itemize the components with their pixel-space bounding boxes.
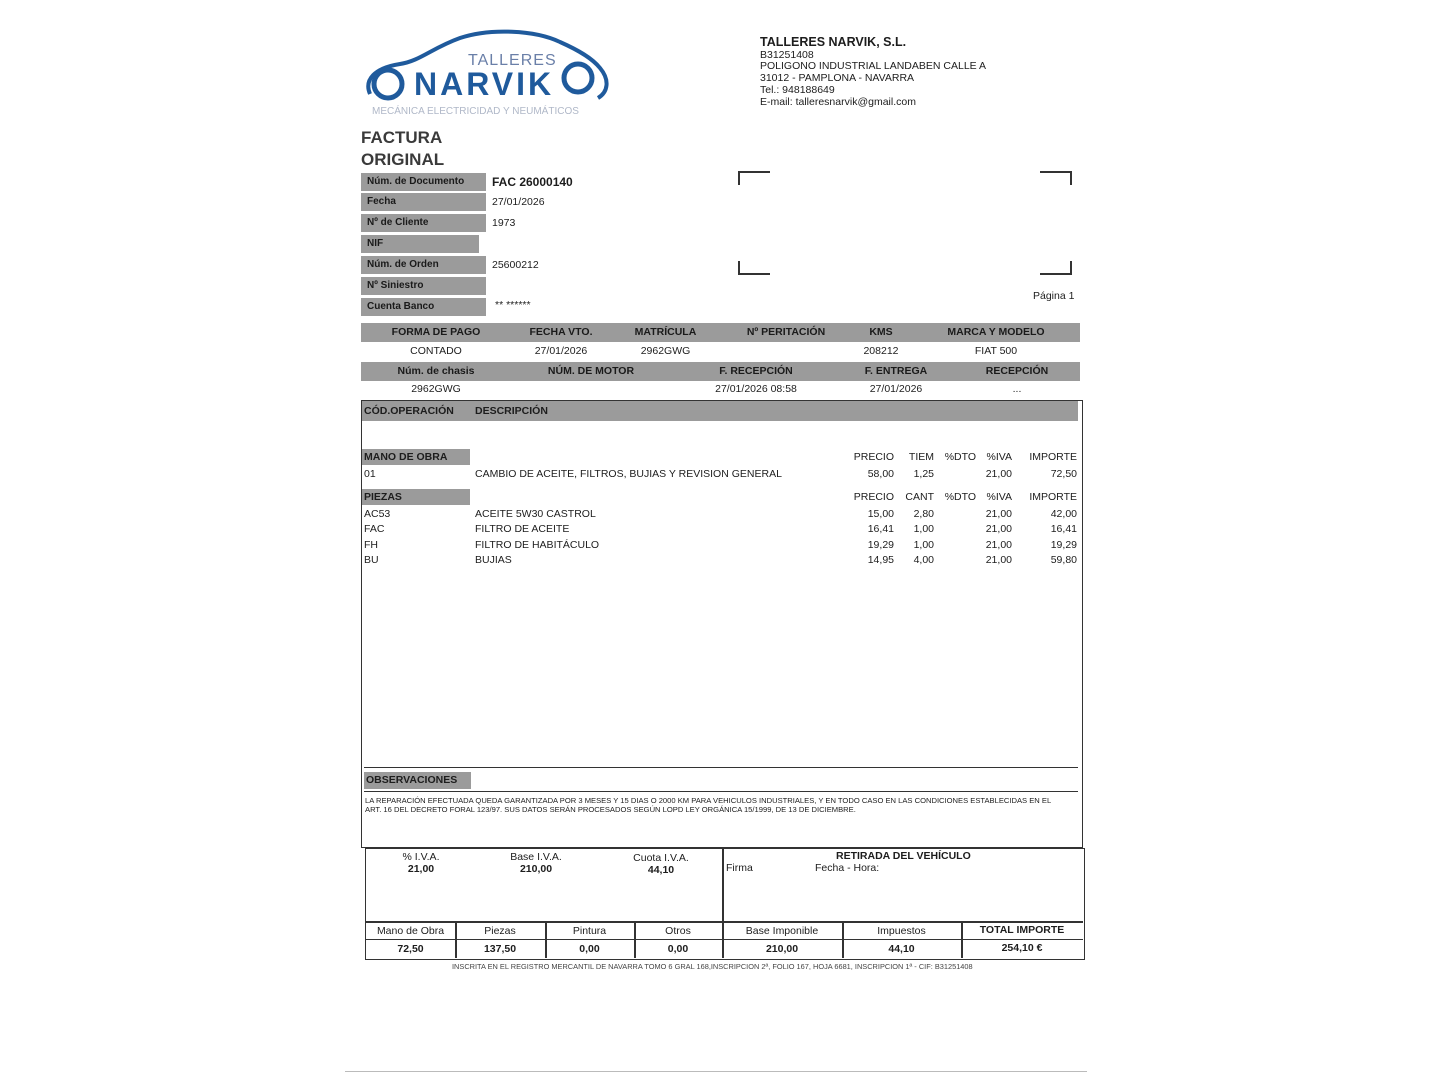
parts-row-price: 19,29 — [867, 539, 894, 551]
value-kms: 208212 — [863, 345, 899, 357]
field-value-order: 25600212 — [492, 259, 539, 271]
total-paint-header: Pintura — [572, 925, 607, 937]
doc-title-line2: ORIGINAL — [361, 150, 445, 169]
company-address: POLIGONO INDUSTRIAL LANDABEN CALLE A — [760, 60, 987, 72]
parts-col-price: PRECIO — [853, 491, 894, 503]
parts-row — [362, 508, 1078, 522]
parts-row-qty: 4,00 — [913, 554, 934, 566]
field-label-bank: Cuenta Banco — [361, 298, 486, 316]
field-label-claim: Nº Siniestro — [361, 277, 486, 295]
value-reception-date: 27/01/2026 08:58 — [715, 383, 797, 395]
value-plate: 2962GWG — [640, 345, 691, 357]
field-label-client: Nº de Cliente — [361, 214, 486, 232]
parts-row-desc: FILTRO DE HABITÁCULO — [475, 539, 600, 551]
parts-row-desc: ACEITE 5W30 CASTROL — [475, 508, 596, 520]
header-engine: NÚM. DE MOTOR — [547, 365, 635, 377]
withdrawal-divider — [722, 849, 724, 921]
total-amount-header: TOTAL IMPORTE — [979, 924, 1065, 936]
labor-col-time: TIEM — [908, 451, 934, 463]
invoice-lines-box — [361, 400, 1083, 848]
field-label-order: Núm. de Orden — [361, 256, 486, 274]
total-amount-value: 254,10 € — [1001, 942, 1043, 954]
labor-row-desc: CAMBIO DE ACEITE, FILTROS, BUJIAS Y REVISION GENERAL — [475, 468, 782, 480]
vat-amount-value: 44,10 — [647, 864, 675, 876]
observations-title: OBSERVACIONES — [366, 774, 458, 786]
parts-row-amount: 16,41 — [1050, 523, 1077, 535]
total-taxes-value: 44,10 — [888, 943, 915, 955]
parts-row-amount: 42,00 — [1050, 508, 1077, 520]
lines-header-code: CÓD.OPERACIÓN — [364, 405, 454, 417]
parts-row-iva: 21,00 — [985, 523, 1012, 535]
parts-row — [362, 539, 1078, 553]
parts-row — [362, 554, 1078, 568]
vat-base-header: Base I.V.A. — [510, 851, 562, 863]
parts-section-label — [362, 489, 470, 505]
value-reception: ... — [1012, 383, 1022, 395]
header-reception: RECEPCIÓN — [985, 365, 1049, 377]
header-delivery-date: F. ENTREGA — [864, 365, 928, 377]
logo-word-top: TALLERES — [468, 52, 557, 69]
labor-col-dto: %DTO — [944, 451, 976, 463]
company-logo — [360, 28, 612, 120]
value-chassis: 2962GWG — [411, 383, 461, 395]
parts-row-iva: 21,00 — [985, 554, 1012, 566]
observations-divider — [364, 767, 1078, 768]
parts-row-code: AC53 — [364, 508, 391, 520]
vat-rate-value: 21,00 — [407, 863, 435, 875]
total-parts-header: Piezas — [484, 925, 516, 937]
labor-row — [362, 468, 1078, 482]
field-label-date: Fecha — [361, 193, 486, 211]
company-cif: B31251408 — [760, 49, 814, 61]
vat-rate-header: % I.V.A. — [402, 851, 440, 863]
field-value-doc-number: FAC 26000140 — [492, 175, 573, 189]
total-base-value: 210,00 — [765, 943, 799, 955]
vat-base-value: 210,00 — [519, 863, 553, 875]
company-city: 31012 - PAMPLONA - NAVARRA — [760, 72, 915, 84]
header-make-model: MARCA Y MODELO — [947, 326, 1045, 338]
parts-row-price: 15,00 — [867, 508, 894, 520]
withdrawal-title: RETIRADA DEL VEHÍCULO — [836, 850, 971, 862]
labor-section-label — [362, 449, 470, 465]
address-window-frame — [738, 171, 1072, 275]
labor-col-price: PRECIO — [853, 451, 894, 463]
totals-top-line — [366, 921, 1083, 923]
labor-row-iva: 21,00 — [985, 468, 1012, 480]
parts-row-qty: 1,00 — [913, 539, 934, 551]
doc-title-line1: FACTURA — [361, 128, 443, 147]
parts-row-price: 14,95 — [867, 554, 894, 566]
logo-tagline: MECÁNICA ELECTRICIDAD Y NEUMÁTICOS — [372, 106, 579, 117]
total-base-header: Base Imponible — [745, 925, 819, 937]
labor-col-iva: %IVA — [986, 451, 1012, 463]
labor-title: MANO DE OBRA — [364, 451, 448, 463]
observations-text-1: LA REPARACIÓN EFECTUADA QUEDA GARANTIZADA POR 3 MESES Y 15 DIAS O 2000 KM PARA VEHICULOS INDUSTRIALES, Y EN TODO CASO EN LAS CONDICIONES ESTABLECIDAS EN EL — [365, 796, 1052, 805]
value-delivery-date: 27/01/2026 — [869, 383, 923, 395]
parts-row-iva: 21,00 — [985, 539, 1012, 551]
vehicle-header-row-1 — [361, 323, 1080, 342]
summary-box — [365, 848, 1085, 960]
withdrawal-sign: Firma — [726, 862, 753, 874]
header-chassis: Núm. de chasis — [397, 365, 475, 377]
labor-row-code: 01 — [364, 468, 376, 480]
field-value-client: 1973 — [492, 217, 516, 229]
field-label-doc-number: Núm. de Documento — [361, 173, 486, 191]
parts-row-qty: 2,80 — [913, 508, 934, 520]
header-due-date: FECHA VTO. — [529, 326, 593, 338]
parts-col-iva: %IVA — [986, 491, 1012, 503]
parts-col-amount: IMPORTE — [1029, 491, 1077, 503]
field-value-bank: ** ****** — [495, 299, 531, 311]
parts-col-qty: CANT — [905, 491, 934, 503]
header-plate: MATRÍCULA — [634, 326, 697, 338]
header-appraisal: Nº PERITACIÓN — [746, 326, 826, 338]
logo-word-main: NARVIK — [414, 66, 555, 102]
parts-row-code: FH — [364, 539, 378, 551]
page-bottom-line — [345, 1071, 1087, 1072]
total-parts-value: 137,50 — [483, 943, 517, 955]
registry-footer: INSCRITA EN EL REGISTRO MERCANTIL DE NAVARRA TOMO 6 GRAL 168,INSCRIPCION 2ª, FOLIO 167, HOJA 6681, INSCRIPCION 1ª - CIF: B31251408 — [452, 962, 973, 971]
parts-row-price: 16,41 — [867, 523, 894, 535]
company-name: TALLERES NARVIK, S.L. — [760, 35, 907, 49]
doc-fields — [361, 173, 641, 318]
parts-row — [362, 523, 1078, 537]
totals-mid-line — [366, 939, 1083, 940]
total-labor-value: 72,50 — [397, 943, 424, 955]
lines-header-desc: DESCRIPCIÓN — [475, 405, 548, 417]
vehicle-header-row-2 — [361, 362, 1080, 381]
total-labor-header: Mano de Obra — [376, 925, 445, 937]
parts-row-amount: 59,80 — [1050, 554, 1077, 566]
header-reception-date: F. RECEPCIÓN — [719, 365, 793, 377]
parts-col-dto: %DTO — [944, 491, 976, 503]
total-paint-value: 0,00 — [579, 943, 600, 955]
field-label-nif: NIF — [361, 235, 479, 253]
vehicle-values-row-1 — [361, 344, 1080, 359]
value-payment: CONTADO — [410, 345, 462, 357]
labor-col-amount: IMPORTE — [1029, 451, 1077, 463]
observations-label — [364, 772, 471, 789]
parts-row-code: BU — [364, 554, 379, 566]
labor-row-qty: 1,25 — [913, 468, 934, 480]
parts-row-code: FAC — [364, 523, 385, 535]
withdrawal-datetime: Fecha - Hora: — [815, 862, 880, 874]
observations-text-2: ART. 16 DEL DECRETO FORAL 123/97. SUS DATOS SERÁN PROCESADOS SEGÚN LOPD LEY ORGÁNICA 15/1999, DE 13 DE DICIEMBRE. — [365, 805, 856, 814]
company-phone: Tel.: 948188649 — [760, 84, 835, 96]
parts-row-desc: BUJIAS — [475, 554, 512, 566]
total-taxes-header: Impuestos — [877, 925, 926, 937]
parts-row-iva: 21,00 — [985, 508, 1012, 520]
parts-row-amount: 19,29 — [1050, 539, 1077, 551]
labor-row-price: 58,00 — [867, 468, 894, 480]
observations-underline — [364, 791, 1078, 792]
vehicle-values-row-2 — [361, 383, 1080, 398]
value-due-date: 27/01/2026 — [534, 345, 588, 357]
parts-row-desc: FILTRO DE ACEITE — [475, 523, 570, 535]
value-make-model: FIAT 500 — [974, 345, 1018, 357]
total-other-value: 0,00 — [667, 943, 689, 955]
parts-title: PIEZAS — [364, 491, 402, 503]
company-email: E-mail: talleresnarvik@gmail.com — [760, 96, 916, 108]
total-other-header: Otros — [665, 925, 691, 937]
parts-row-qty: 1,00 — [913, 523, 934, 535]
lines-header-bar — [362, 401, 1078, 421]
header-kms: KMS — [869, 326, 893, 338]
field-value-date: 27/01/2026 — [492, 196, 545, 208]
labor-row-amount: 72,50 — [1050, 468, 1077, 480]
vat-amount-header: Cuota I.V.A. — [633, 852, 689, 864]
header-payment: FORMA DE PAGO — [391, 326, 481, 338]
page-number: Página 1 — [1033, 290, 1075, 302]
